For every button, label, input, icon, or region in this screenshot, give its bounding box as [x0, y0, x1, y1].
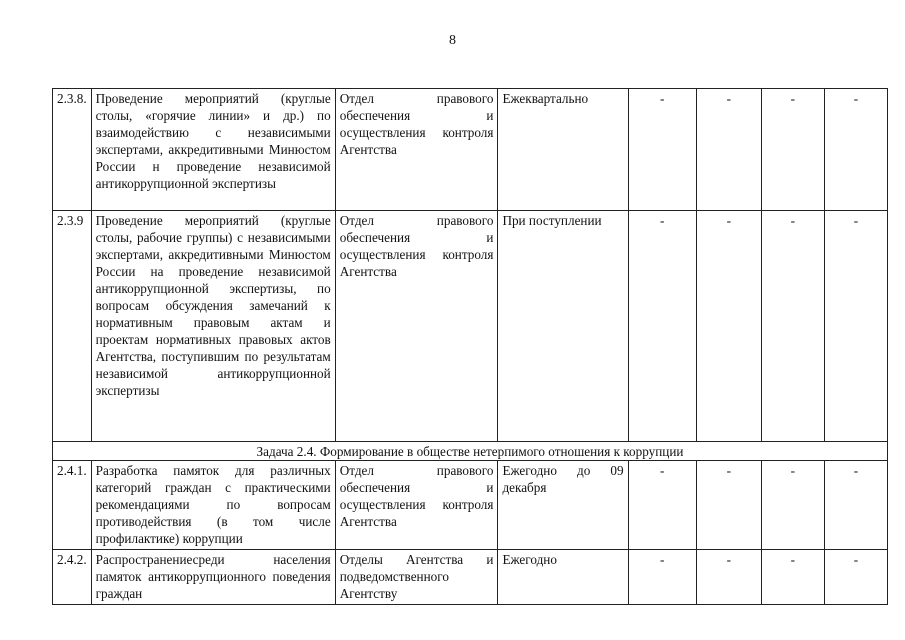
item-number: 2.3.8.	[53, 89, 92, 211]
item-description: Разработка памяток для различных категорий граждан с практическими рекомендациями по вопросам противодействия (в том числе профилактике) коррупции	[91, 461, 335, 550]
item-description: Проведение мероприятий (круглые столы, «горячие линии» и др.) по взаимодействию с независимыми экспертами, аккредитивными Минюстом России н проведение независимой антикоррупционной экспертизы	[91, 89, 335, 211]
item-mark: -	[824, 211, 887, 442]
item-responsible: Отдел правового обеспечения и осуществления контроля Агентства	[335, 211, 498, 442]
item-description: Распространениесреди населения памяток антикоррупционного поведения граждан	[91, 550, 335, 605]
item-mark: -	[628, 211, 696, 442]
table-row	[53, 89, 888, 211]
item-responsible: Отделы Агентства и подведомственного Агентству	[335, 550, 498, 605]
item-mark: -	[761, 461, 824, 550]
table-row	[53, 211, 888, 442]
item-term: Ежегодно	[498, 550, 628, 605]
task-row	[53, 442, 888, 461]
item-mark: -	[628, 550, 696, 605]
item-responsible: Отдел правового обеспечения и осуществления контроля Агентства	[335, 89, 498, 211]
item-term: Ежегодно до 09 декабря	[498, 461, 628, 550]
page-number: 8	[449, 33, 456, 48]
item-term: При поступлении	[498, 211, 628, 442]
item-term: Ежеквартально	[498, 89, 628, 211]
item-responsible: Отдел правового обеспечения и осуществления контроля Агентства	[335, 461, 498, 550]
item-mark: -	[824, 461, 887, 550]
item-mark: -	[696, 211, 761, 442]
item-mark: -	[761, 211, 824, 442]
item-mark: -	[696, 461, 761, 550]
task-heading: Задача 2.4. Формирование в обществе нетерпимого отношения к коррупции	[53, 442, 888, 461]
item-mark: -	[628, 89, 696, 211]
item-mark: -	[696, 89, 761, 211]
measures-table	[52, 88, 888, 605]
item-mark: -	[761, 550, 824, 605]
item-description: Проведение мероприятий (круглые столы, рабочие группы) с независимыми экспертами, аккредитивными Минюстом России на проведение независимой антикоррупционной экспертизы, по вопросам обсуждения замечаний к нормативным правовым актам и проектам нормативных правовых актов Агентства, поступившим по результатам независимой антикоррупционной экспертизы	[91, 211, 335, 442]
table-row	[53, 461, 888, 550]
item-mark: -	[628, 461, 696, 550]
item-number: 2.4.1.	[53, 461, 92, 550]
item-number: 2.4.2.	[53, 550, 92, 605]
item-mark: -	[824, 550, 887, 605]
item-mark: -	[824, 89, 887, 211]
item-mark: -	[696, 550, 761, 605]
item-mark: -	[761, 89, 824, 211]
table-row	[53, 550, 888, 605]
item-number: 2.3.9	[53, 211, 92, 442]
